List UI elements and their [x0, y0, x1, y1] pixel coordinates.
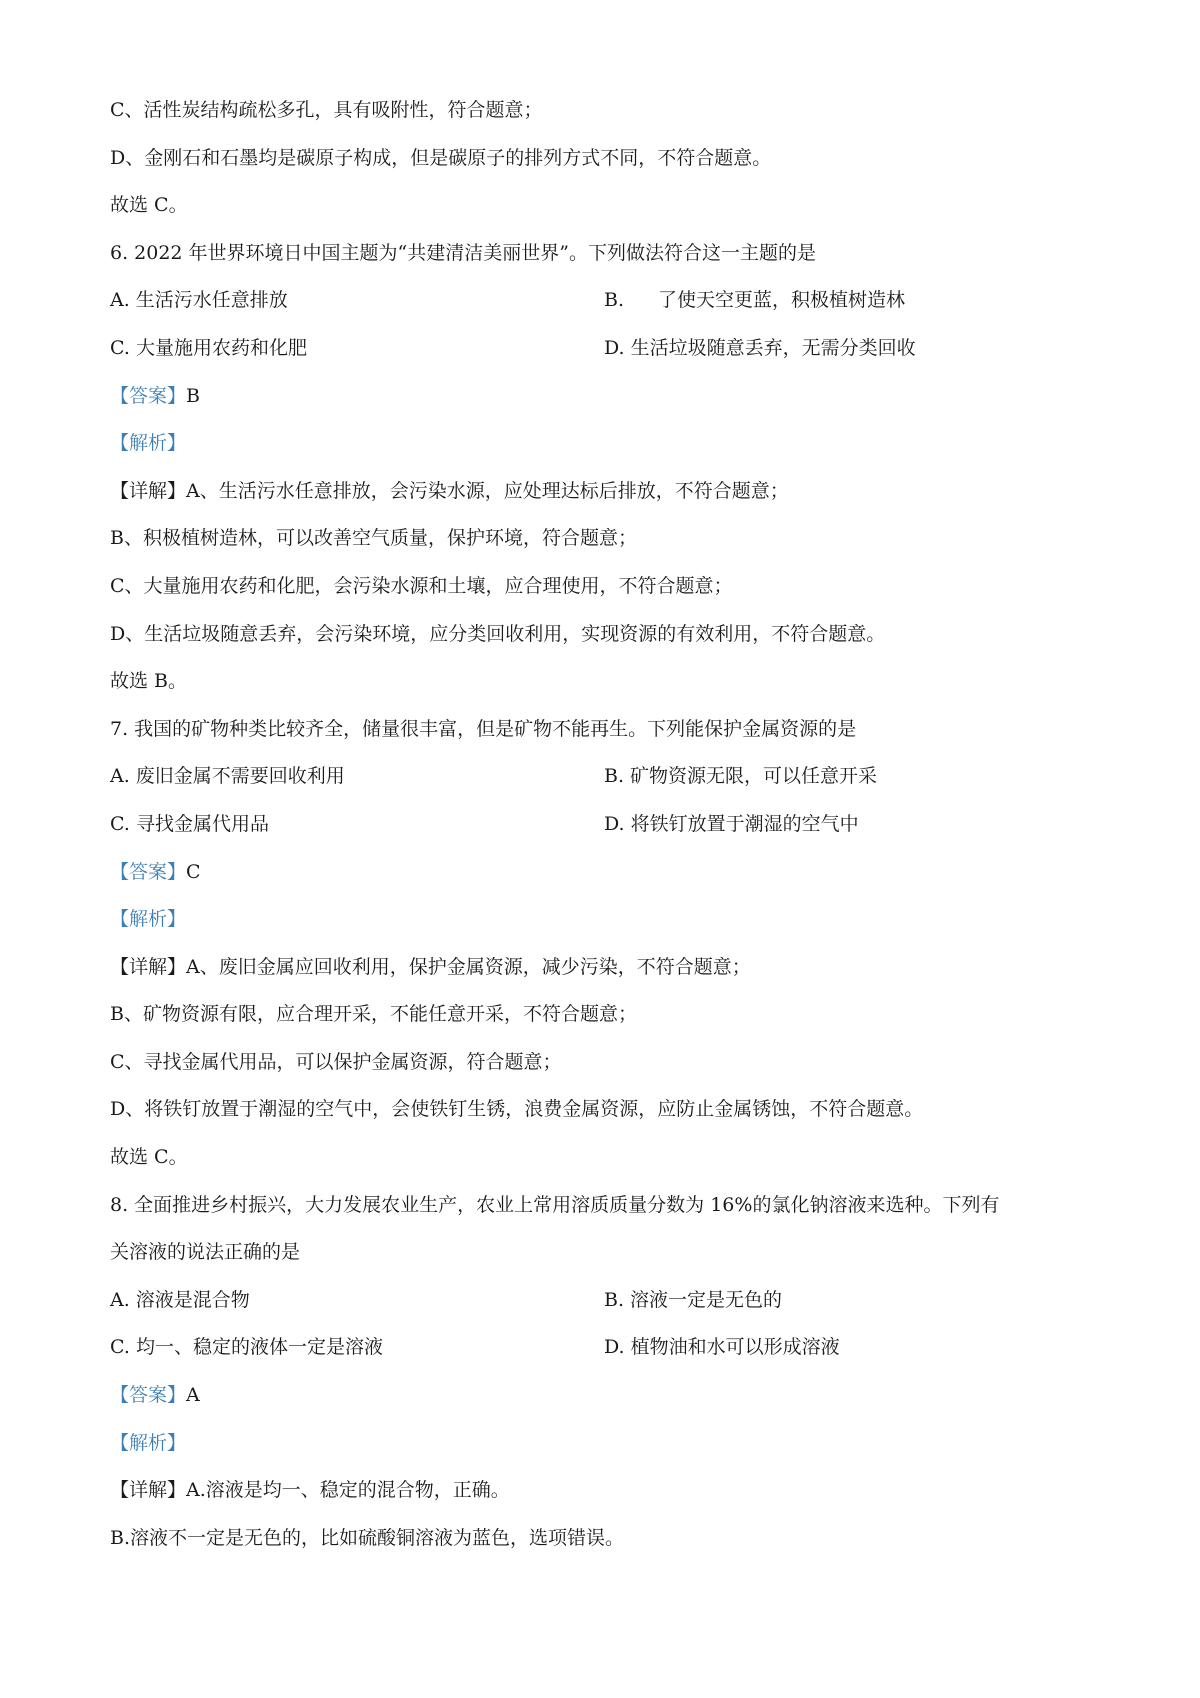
answer-line	[110, 383, 1100, 409]
question-8-options-row-2	[110, 1334, 1100, 1360]
analysis-line	[110, 1430, 1100, 1456]
detail-line: B.溶液不一定是无色的，比如硫酸铜溶液为蓝色，选项错误。	[110, 1526, 625, 1549]
text-line: C、活性炭结构疏松多孔，具有吸附性，符合题意；	[110, 99, 543, 121]
conclusion-line: 故选 C。	[110, 1146, 188, 1169]
detail-text: A.溶液是均一、稳定的混合物，正确。	[186, 1479, 510, 1502]
conclusion-line: 故选 C。	[110, 194, 188, 217]
answer-tag: 【答案】	[110, 1384, 187, 1407]
option-b-label: B.	[604, 289, 625, 312]
option-a: A. 生活污水任意排放	[110, 289, 288, 312]
detail-tag: 【详解】	[110, 479, 187, 502]
text-line: D、金刚石和石墨均是碳原子构成，但是碳原子的排列方式不同，不符合题意。	[110, 146, 772, 169]
detail-line: B、积极植树造林，可以改善空气质量，保护环境，符合题意；	[110, 527, 637, 550]
option-d: D. 植物油和水可以形成溶液	[604, 1336, 840, 1359]
question-6-stem: 6. 2022 年世界环境日中国主题为“共建清洁美丽世界”。下列做法符合这一主题的是	[110, 241, 816, 264]
analysis-line	[110, 430, 1100, 456]
detail-line	[110, 954, 1100, 980]
option-d: D. 将铁钉放置于潮湿的空气中	[604, 812, 859, 835]
option-c: C. 均一、稳定的液体一定是溶液	[110, 1336, 383, 1359]
option-b: B. 矿物资源无限，可以任意开采	[604, 765, 878, 788]
detail-text: A、废旧金属应回收利用，保护金属资源，减少污染，不符合题意；	[186, 955, 751, 978]
question-7-options-row-2	[110, 811, 1100, 837]
option-c: C. 大量施用农药和化肥	[110, 336, 307, 359]
option-a: A. 溶液是混合物	[110, 1288, 250, 1311]
question-6-options-row-1	[110, 287, 1100, 313]
detail-line	[110, 1477, 1100, 1503]
option-b: B. 溶液一定是无色的	[604, 1288, 783, 1311]
detail-line: D、将铁钉放置于潮湿的空气中，会使铁钉生锈，浪费金属资源，应防止金属锈蚀，不符合题意。	[110, 1098, 924, 1121]
detail-line	[110, 478, 1100, 504]
analysis-tag: 【解析】	[110, 908, 187, 931]
option-b	[604, 287, 1100, 313]
detail-line: D、生活垃圾随意丢弃，会污染环境，应分类回收利用，实现资源的有效利用，不符合题意。	[110, 622, 886, 645]
question-7-stem: 7. 我国的矿物种类比较齐全，储量很丰富，但是矿物不能再生。下列能保护金属资源的是	[110, 717, 857, 740]
option-b-text: 了使天空更蓝，积极植树造林	[658, 289, 906, 312]
analysis-line	[110, 906, 1100, 932]
answer-tag: 【答案】	[110, 860, 187, 883]
answer-tag: 【答案】	[110, 384, 187, 407]
detail-tag: 【详解】	[110, 1479, 187, 1502]
detail-tag: 【详解】	[110, 955, 187, 978]
answer-value: B	[186, 384, 200, 407]
analysis-tag: 【解析】	[110, 432, 187, 455]
answer-value: C	[186, 860, 201, 883]
question-8-options-row-1	[110, 1287, 1100, 1313]
detail-line: C、大量施用农药和化肥，会污染水源和土壤，应合理使用，不符合题意；	[110, 574, 733, 597]
answer-value: A	[186, 1384, 200, 1407]
analysis-tag: 【解析】	[110, 1431, 187, 1454]
option-d: D. 生活垃圾随意丢弃，无需分类回收	[604, 336, 916, 359]
detail-text: A、生活污水任意排放，会污染水源，应处理达标后排放，不符合题意；	[186, 479, 789, 502]
detail-line: B、矿物资源有限，应合理开采，不能任意开采，不符合题意；	[110, 1003, 637, 1026]
answer-line	[110, 1382, 1100, 1408]
detail-line: C、寻找金属代用品，可以保护金属资源，符合题意；	[110, 1050, 562, 1073]
question-8-stem: 8. 全面推进乡村振兴，大力发展农业生产，农业上常用溶质质量分数为 16%的氯化钠溶液来选种。下列有	[110, 1193, 1000, 1216]
document-page	[110, 97, 1100, 1572]
option-c: C. 寻找金属代用品	[110, 812, 269, 835]
question-7-options-row-1	[110, 763, 1100, 789]
question-6-options-row-2	[110, 335, 1100, 361]
option-a: A. 废旧金属不需要回收利用	[110, 765, 345, 788]
conclusion-line: 故选 B。	[110, 670, 188, 693]
answer-line	[110, 859, 1100, 885]
question-8-stem-continued: 关溶液的说法正确的是	[110, 1241, 301, 1264]
